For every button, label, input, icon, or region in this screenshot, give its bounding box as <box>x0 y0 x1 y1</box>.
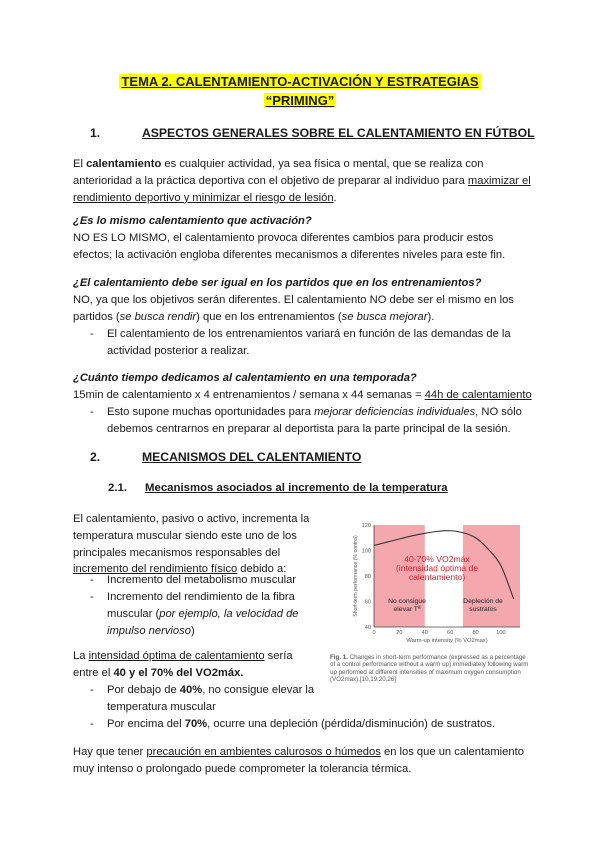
low-intensity-label: No consigue elevar Tª <box>388 598 426 613</box>
intensity-paragraph: La intensidad óptima de calentamiento sería entre el 40 y el 70% del VO2máx. <box>73 650 293 679</box>
temperature-paragraph: El calentamiento, pasivo o activo, incrementa la temperatura muscular siendo este uno de los principales mecanismos responsables del incremento del rendimiento físico debido a: <box>73 513 310 576</box>
high-intensity-label: Depleción de sustratos <box>463 598 503 613</box>
list-item: - Esto supone muchas oportunidades para mejorar deficiencias individuales, NO sólo debemos centrarnos en preparar al deportista para la parte principal de la sesión. <box>90 406 522 435</box>
final-paragraph: Hay que tener precaución en ambientes calurosos o húmedos en los que un calentamiento muy intenso o prolongado puede comprometer la tolerancia térmica. <box>73 746 524 775</box>
y-tick-label: 100 <box>361 548 371 555</box>
y-tick-label: 60 <box>364 599 371 606</box>
x-tick-label: 60 <box>447 630 454 636</box>
optimal-range-label: 40-70% VO2máx (intensidad óptima de calentamiento) <box>395 555 479 582</box>
title-line-1: TEMA 2. CALENTAMIENTO-ACTIVACIÓN Y ESTRATEGIAS <box>121 74 479 89</box>
list-item: - Por debajo de 40%, no consigue elevar la temperatura muscular <box>90 684 315 713</box>
list-item: - El calentamiento de los entrenamientos variará en función de las demandas de la actividad posterior a realizar. <box>90 328 511 357</box>
y-axis-label: Short-term performance (% control) <box>353 535 359 617</box>
section-number: 2. <box>90 450 101 464</box>
section-2-heading <box>90 450 361 464</box>
list-item: - Incremento del rendimiento de la fibra muscular (por ejemplo, la velocidad de impulso nervioso) <box>90 591 299 637</box>
figure-caption: Fig. 1. Changes in short-term performance (expressed as a percentage of a control performance without a warm up) immediately following warm up performed at different intensities of maximum oxygen consumption (VO2max).[10,19,20,26] <box>330 654 529 684</box>
section-1-heading <box>90 126 535 140</box>
x-axis-label: Warm-up intensity (% V̇O2max) <box>406 638 488 644</box>
hours-total: 44h de calentamiento <box>424 389 532 401</box>
x-tick-label: 20 <box>396 630 403 636</box>
question-3: ¿Cuánto tiempo dedicamos al calentamiento en una temporada? <box>73 372 417 384</box>
page-title <box>0 72 600 110</box>
intro-paragraph: El calentamiento es cualquier actividad, ya sea física o mental, que se realiza con anterioridad a la práctica deportiva con el objetivo de preparar al individuo para maximizar el rendimiento deportivo y minimizar el riesgo de lesión. <box>73 158 531 204</box>
objective-text: maximizar el rendimiento deportivo y minimizar el riesgo de lesión <box>73 174 531 204</box>
list-item: - Incremento del metabolismo muscular <box>90 574 297 586</box>
section-number: 1. <box>90 126 101 140</box>
x-tick-label: 80 <box>472 630 479 636</box>
answer-3: 15min de calentamiento x 4 entrenamientos / semana x 44 semanas = 44h de calentamiento <box>73 389 532 401</box>
title-line-2: “PRIMING” <box>265 93 335 108</box>
x-tick-label: 0 <box>372 630 376 636</box>
answer-1: NO ES LO MISMO, el calentamiento provoca diferentes cambios para producir estos efectos; la activación engloba diferentes mecanismos a diferentes niveles para este fin. <box>73 232 506 261</box>
y-tick-label: 80 <box>364 574 371 580</box>
y-tick-label: 40 <box>364 625 371 631</box>
performance-chart <box>330 515 530 647</box>
section-title: MECANISMOS DEL CALENTAMIENTO <box>142 450 362 464</box>
y-tick-label: 120 <box>361 523 371 529</box>
subsection-2-1-heading: 2.1. Mecanismos asociados al incremento de la temperatura <box>108 482 448 494</box>
answer-2: NO, ya que los objetivos serán diferentes. El calentamiento NO debe ser el mismo en los partidos (se busca rendir) que en los entrenamientos (se busca mejorar). <box>73 294 514 323</box>
x-tick-label: 40 <box>421 630 428 636</box>
list-item: - Por encima del 70%, ocurre una depleción (pérdida/disminución) de sustratos. <box>90 718 496 730</box>
section-title: ASPECTOS GENERALES SOBRE EL CALENTAMIENTO EN FÚTBOL <box>142 126 535 140</box>
x-tick-label: 100 <box>496 630 506 636</box>
question-2: ¿El calentamiento debe ser igual en los partidos que en los entrenamientos? <box>73 277 482 289</box>
term-calentamiento: calentamiento <box>86 158 162 170</box>
question-1: ¿Es lo mismo calentamiento que activación? <box>73 215 312 227</box>
